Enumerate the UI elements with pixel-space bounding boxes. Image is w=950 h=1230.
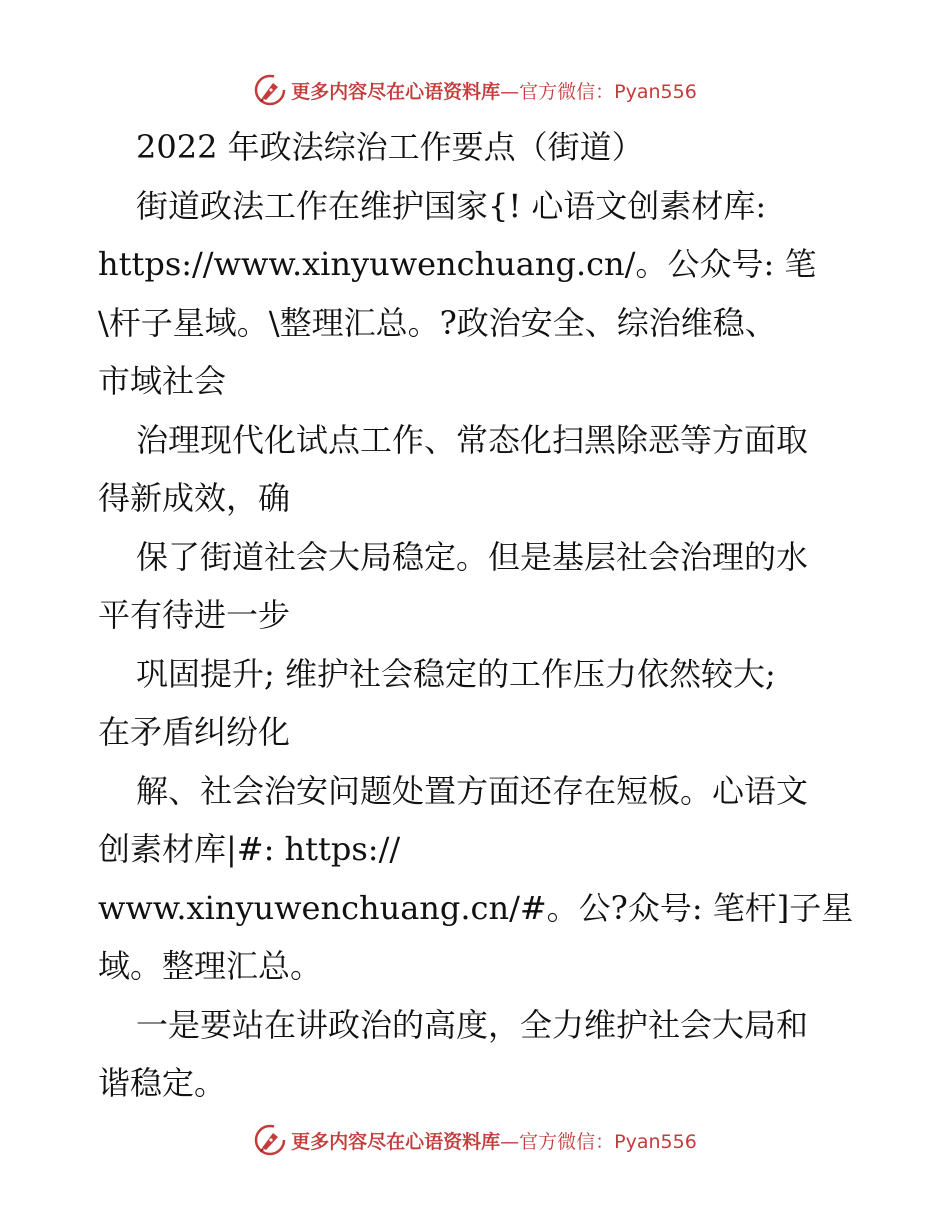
header-banner (0, 72, 950, 108)
text-line: https://www.xinyuwenchuang.cn/。公众号: 笔 (98, 245, 817, 283)
banner-main-text: 更多内容尽在心语资料库 (291, 1130, 501, 1153)
banner-main-text: 更多内容尽在心语资料库 (291, 80, 501, 103)
text-line: 市域社会 (98, 362, 227, 400)
text-line: 一是要站在讲政治的高度，全力维护社会大局和 (136, 1005, 809, 1044)
text-line: 创素材库|#: https:// (98, 830, 401, 868)
text-line: \杆子星域。\整理汇总。?政治安全、综治维稳、 (98, 303, 777, 342)
pen-nib-logo-icon (253, 73, 287, 107)
pen-nib-logo-icon (253, 1123, 287, 1157)
text-line: 平有待进一步 (98, 596, 291, 634)
text-line: www.xinyuwenchuang.cn/#。公?众号: 笔杆]子星 (98, 888, 854, 927)
text-line: 街道政法工作在维护国家{! 心语文创素材库: (136, 186, 767, 225)
footer-banner (0, 1122, 950, 1158)
text-line: 在矛盾纠纷化 (98, 713, 291, 751)
text-line: 解、社会治安问题处置方面还存在短板。心语文 (136, 771, 809, 810)
text-line: 巩固提升; 维护社会稳定的工作压力依然较大; (136, 654, 776, 693)
text-line: 保了街道社会大局稳定。但是基层社会治理的水 (136, 537, 809, 576)
banner-wechat-text: —官方微信：Pyan556 (500, 80, 697, 103)
document-body (98, 118, 858, 1113)
text-line: 域。整理汇总。 (98, 947, 323, 985)
text-line: 谐稳定。 (98, 1064, 227, 1102)
text-line: 得新成效，确 (98, 479, 291, 517)
banner-wechat-text: —官方微信：Pyan556 (500, 1130, 697, 1153)
text-line: 治理现代化试点工作、常态化扫黑除恶等方面取 (136, 420, 809, 459)
document-title: 2022 年政法综治工作要点（街道） (136, 128, 644, 166)
